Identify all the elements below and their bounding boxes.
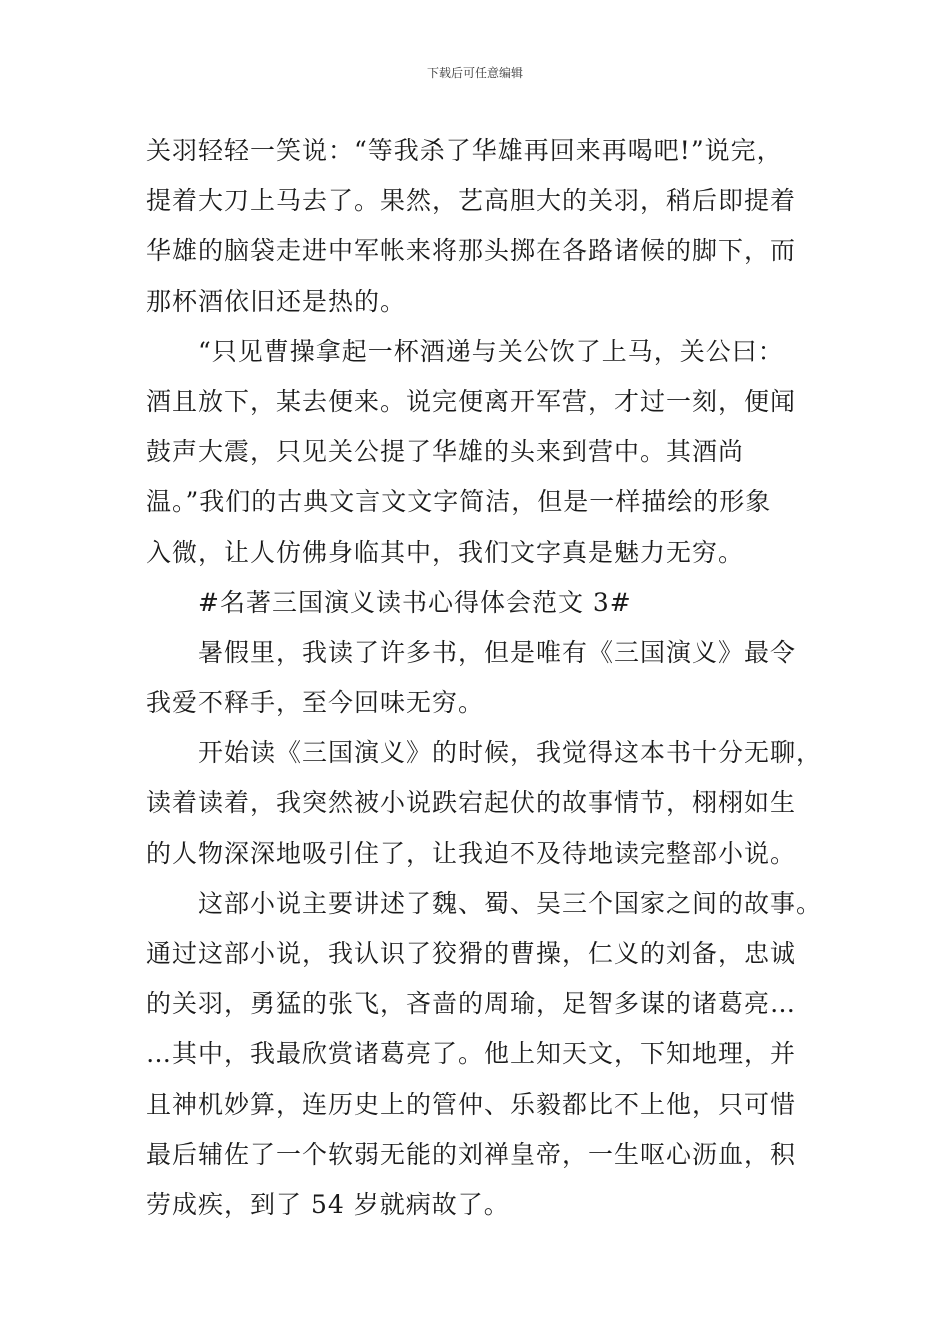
text-line: 酒且放下，某去便来。说完便离开军营，才过一刻，便闻 xyxy=(146,386,797,416)
text-line: …其中，我最欣赏诸葛亮了。他上知天文，下知地理，并 xyxy=(146,1039,797,1069)
text-line: 且神机妙算，连历史上的管仲、乐毅都比不上他，只可惜 xyxy=(146,1089,797,1119)
text-line: 鼓声大震，只见关公提了华雄的头来到营中。其酒尚 xyxy=(146,437,745,467)
text-line: 这部小说主要讲述了魏、蜀、吴三个国家之间的故事。 xyxy=(198,888,823,918)
text-line: 那杯酒依旧还是热的。 xyxy=(146,286,407,316)
paragraph-3 xyxy=(146,628,826,728)
text-line: 入微，让人仿佛身临其中，我们文字真是魅力无穷。 xyxy=(146,537,745,567)
text-line: 提着大刀上马去了。果然，艺高胆大的关羽，稍后即提着 xyxy=(146,186,797,216)
text-line: 读着读着，我突然被小说跌宕起伏的故事情节，栩栩如生 xyxy=(146,788,797,818)
text-line: 我爱不释手，至今回味无穷。 xyxy=(146,688,485,718)
text-line: “只见曹操拿起一杯酒递与关公饮了上马，关公曰： xyxy=(198,336,784,366)
text-line: 关羽轻轻一笑说：“等我杀了华雄再回来再喝吧!”说完， xyxy=(146,136,783,165)
text-line: 通过这部小说，我认识了狡猾的曹操，仁义的刘备，忠诚 xyxy=(146,939,797,969)
text-line: 的关羽，勇猛的张飞，吝啬的周瑜，足智多谋的诸葛亮… xyxy=(146,989,797,1019)
paragraph-5 xyxy=(146,879,826,1230)
text-line: 温。”我们的古典文言文文字简洁，但是一样描绘的形象 xyxy=(146,487,772,517)
page-header: 下载后可任意编辑 xyxy=(426,66,523,80)
document-body xyxy=(146,126,826,1230)
text-line: 华雄的脑袋走进中军帐来将那头掷在各路诸候的脚下，而 xyxy=(146,236,797,266)
paragraph-1 xyxy=(146,126,826,327)
paragraph-4 xyxy=(146,728,826,879)
text-line: 最后辅佐了一个软弱无能的刘禅皇帝，一生呕心沥血，积 xyxy=(146,1139,797,1169)
paragraph-2 xyxy=(146,327,826,578)
text-line: 劳成疾，到了 54 岁就病故了。 xyxy=(146,1189,510,1219)
text-line: 开始读《三国演义》的时候，我觉得这本书十分无聊， xyxy=(198,738,823,768)
section-heading: #名著三国演义读书心得体会范文 3# xyxy=(198,587,632,617)
text-line: 的人物深深地吸引住了，让我迫不及待地读完整部小说。 xyxy=(146,838,797,868)
text-line: 暑假里，我读了许多书，但是唯有《三国演义》最令 xyxy=(198,637,797,667)
